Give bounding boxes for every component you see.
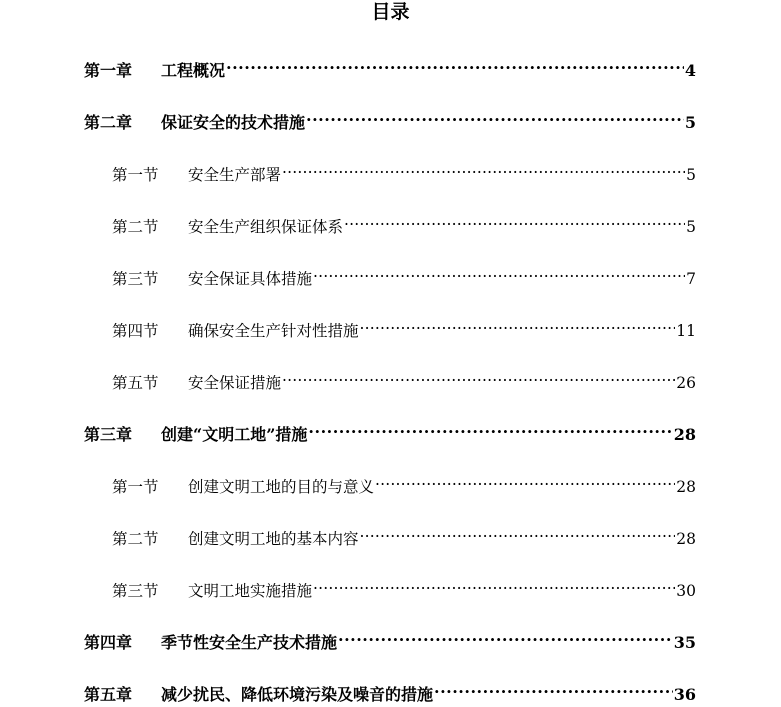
toc-dot-leader [434, 676, 673, 700]
toc-dot-leader [282, 364, 675, 388]
toc-dot-leader [282, 156, 685, 180]
toc-entry[interactable] [112, 364, 696, 392]
toc-entry-number: 第二节 [112, 218, 159, 236]
toc-entry[interactable] [112, 208, 696, 236]
toc-entry[interactable] [84, 416, 696, 444]
toc-entry-title: 安全保证措施 [188, 374, 282, 392]
toc-entry[interactable] [112, 260, 696, 288]
toc-entry-page: 7 [686, 270, 696, 288]
toc-entry-number: 第三节 [112, 270, 159, 288]
toc-entry[interactable] [84, 104, 696, 132]
toc-entry-number: 第三章 [84, 425, 133, 444]
toc-entry-title: 安全生产组织保证体系 [188, 218, 344, 236]
toc-entry-number: 第二章 [84, 113, 133, 132]
toc-entry-page: 28 [673, 425, 696, 444]
toc-entry[interactable] [84, 52, 696, 80]
toc-entry-page: 30 [676, 582, 696, 600]
toc-entry[interactable] [112, 312, 696, 340]
toc-entry-number: 第四章 [84, 633, 133, 652]
toc-entry-page: 28 [676, 478, 696, 496]
toc-dot-leader [306, 104, 684, 128]
toc-entry-title: 保证安全的技术措施 [161, 113, 306, 132]
toc-entry-number: 第二节 [112, 530, 159, 548]
toc-entry-title: 确保安全生产针对性措施 [188, 322, 359, 340]
toc-dot-leader [344, 208, 685, 232]
toc-title: 目录 [371, 1, 410, 23]
toc-entry-title: 减少扰民、降低环境污染及噪音的措施 [161, 685, 434, 704]
toc-entry-title: 创建文明工地的目的与意义 [188, 478, 375, 496]
toc-entry-title: 创建“文明工地”措施 [161, 425, 308, 444]
toc-entry[interactable] [112, 572, 696, 600]
toc-entry-title: 季节性安全生产技术措施 [161, 633, 338, 652]
toc-dot-leader [360, 520, 676, 544]
toc-entry-title: 安全保证具体措施 [188, 270, 313, 288]
toc-entry[interactable] [112, 156, 696, 184]
toc-dot-leader [360, 312, 676, 336]
toc-entry-page: 11 [676, 322, 696, 340]
toc-entry-title: 安全生产部署 [188, 166, 282, 184]
toc-entry-page: 5 [684, 113, 696, 132]
toc-entry-title: 文明工地实施措施 [188, 582, 313, 600]
toc-entry-page: 5 [686, 218, 696, 236]
toc-dot-leader [308, 416, 672, 440]
toc-entry-page: 26 [676, 374, 696, 392]
toc-entry-number: 第四节 [112, 322, 159, 340]
toc-entry-number: 第五节 [112, 374, 159, 392]
toc-entry[interactable] [112, 468, 696, 496]
toc-dot-leader [313, 572, 675, 596]
toc-entry[interactable] [112, 520, 696, 548]
toc-entry-page: 35 [673, 633, 696, 652]
toc-entry-number: 第一节 [112, 166, 159, 184]
toc-entry-title: 工程概况 [161, 61, 226, 80]
toc-dot-leader [226, 52, 684, 76]
toc-entry-number: 第三节 [112, 582, 159, 600]
toc-entry-number: 第五章 [84, 685, 133, 704]
toc-entry-page: 28 [676, 530, 696, 548]
toc-dot-leader [375, 468, 675, 492]
toc-entry[interactable] [84, 676, 696, 704]
toc-entry-page: 5 [686, 166, 696, 184]
toc-dot-leader [338, 624, 673, 648]
toc-entry-number: 第一章 [84, 61, 133, 80]
toc-entry-number: 第一节 [112, 478, 159, 496]
toc-entry-page: 4 [684, 61, 696, 80]
toc-dot-leader [313, 260, 685, 284]
toc-entry[interactable] [84, 624, 696, 652]
toc-entry-title: 创建文明工地的基本内容 [188, 530, 359, 548]
toc-entry-page: 36 [673, 685, 696, 704]
